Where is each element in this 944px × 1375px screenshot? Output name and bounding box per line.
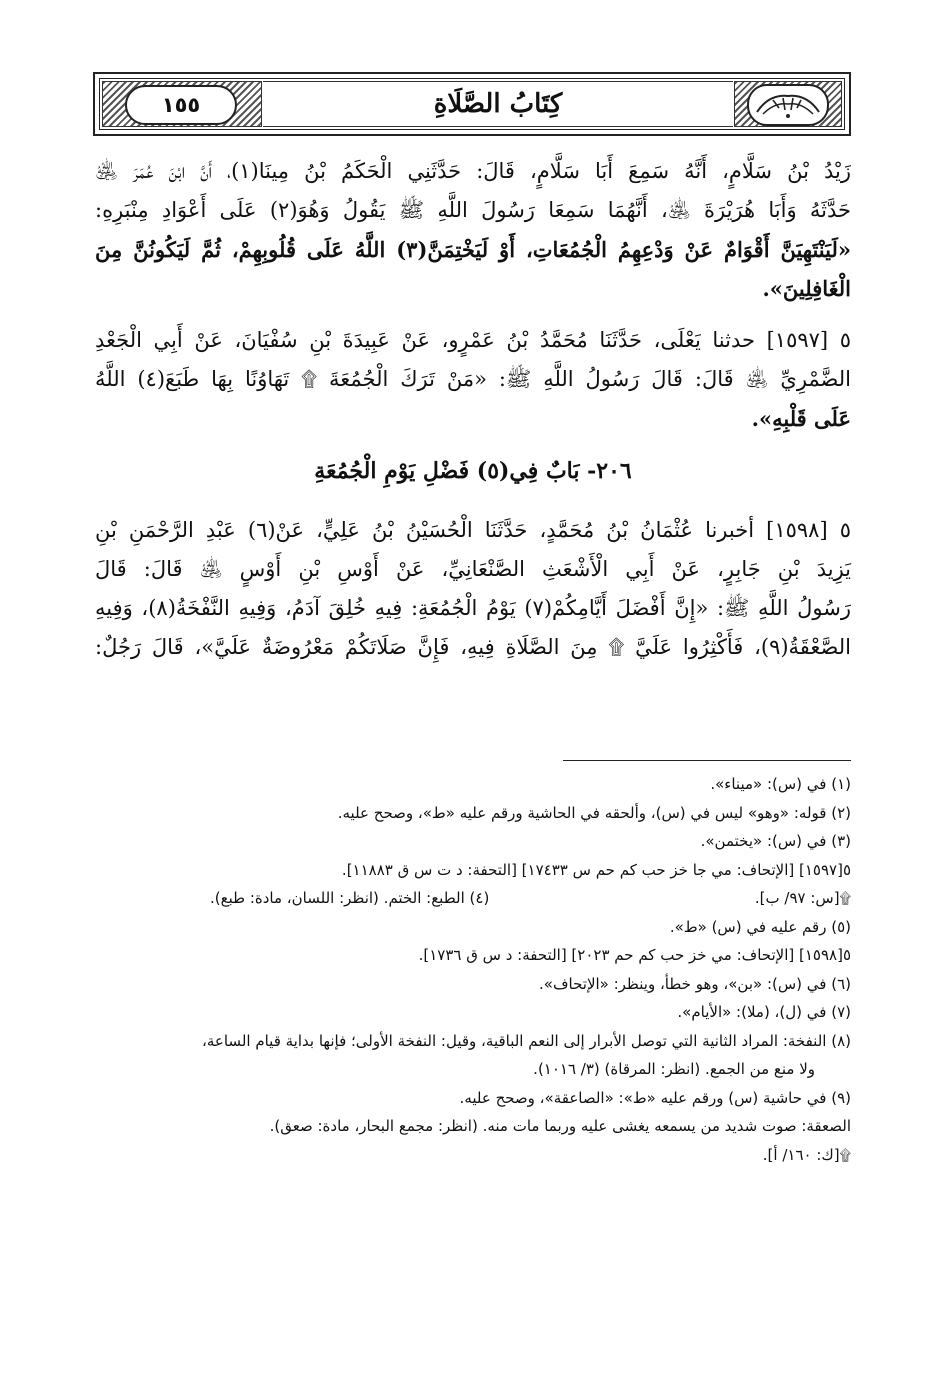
manuscript-marker: ۩[س: ٩٧/ ب].	[754, 889, 851, 907]
book-title: كِتَابُ الصَّلَاةِ	[433, 89, 563, 119]
text-line: ٥ [١٥٩٨] أخبرنا عُثْمَانُ بْنُ مُحَمَّدٍ، حَدَّثَنَا الْحُسَيْنُ بْنُ عَلِيٍّ، عَنْ(٦) عَبْدِ الرَّحْمَنِ بْنِ	[95, 518, 852, 542]
footnote-continuation: ولا منع من الجمع. (انظر: المرقاة) (٣/ ١٠١٦).	[533, 1060, 815, 1078]
footnote: (٩) في حاشية (س) ورقم عليه «ط»: «الصاعقة»، وصحح عليه.	[459, 1088, 851, 1107]
hadith-1598	[95, 511, 851, 667]
footnote-gloss: الصعقة: صوت شديد من يسمعه يغشى عليه وربما مات منه. (انظر: مجمع البحار، مادة: صعق).	[269, 1117, 851, 1135]
page-number: ١٥٥	[125, 85, 237, 125]
footnote: (٢) قوله: «وهو» ليس في (س)، وألحقه في الحاشية ورقم عليه «ط»، وصحح عليه.	[337, 803, 851, 822]
chapter-heading: ٢٠٦- بَابٌ فِي(٥) فَضْلِ يَوْمِ الْجُمُعَةِ	[314, 458, 632, 484]
text-line: الْغَافِلِينَ».	[762, 276, 851, 301]
footnote-separator	[563, 760, 851, 761]
takhrij-note: ٥[١٥٩٨] [الإتحاف: مي خز حب كم حم ٢٠٢٣] [التحفة: د س ق ١٧٣٦].	[418, 946, 851, 964]
text-line: «لَيَنْتَهِيَنَّ أَقْوَامٌ عَنْ وَدْعِهِمُ الْجُمُعَاتِ، أَوْ لَيَخْتِمَنَّ(٣) اللَّهُ عَلَى قُلُوبِهِمْ، ثُمَّ لَيَكُونُنَّ مِنَ	[95, 237, 851, 262]
footnote: (٧) في (ل)، (ملا): «الأيام».	[677, 1003, 851, 1021]
page-header	[93, 72, 851, 136]
takhrij-note: ٥[١٥٩٧] [الإتحاف: مي جا خز حب كم حم س ١٧٤٣٣] [التحفة: د ت س ق ١١٨٨٣].	[341, 860, 851, 879]
manuscript-marker: ۩[ك: ١٦٠/ أ].	[762, 1145, 851, 1164]
page-number-panel	[102, 81, 262, 127]
main-text	[95, 152, 851, 680]
text-line: عَلَى قَلْبِهِ».	[751, 406, 851, 431]
text-line: يَزِيدَ بْنِ جَابِرٍ، عَنْ أَبِي الْأَشْعَثِ الصَّنْعَانِيِّ، عَنْ أَوْسِ بْنِ أَوْسٍ ﵁ قَالَ: قَالَ	[95, 557, 851, 581]
footnote: (١) في (س): «ميناء».	[710, 775, 851, 793]
footnote: (٣) في (س): «يختمن».	[700, 832, 851, 850]
text-line: زَيْدُ بْنُ سَلَّامٍ، أَنَّهُ سَمِعَ أَبَا سَلَّامٍ، قَالَ: حَدَّثَنِي الْحَكَمُ بْنُ مِينَا(١)، أَنَّ ابْنَ عُمَرَ ﵁	[95, 159, 851, 183]
hadith-1596-tail	[95, 152, 851, 308]
text-line: حَدَّثَهُ وَأَبَا هُرَيْرَةَ ﵁، أَنَّهُمَا سَمِعَا رَسُولَ اللَّهِ ﷺ يَقُولُ وَهُوَ(٢) عَلَى أَعْوَادِ مِنْبَرِهِ:	[95, 198, 851, 222]
book-title-band	[263, 81, 733, 127]
hadith-1597	[95, 321, 851, 438]
text-line: الصَّعْقَةُ(٩)، فَأَكْثِرُوا عَلَيَّ ۩ مِنَ الصَّلَاةِ فِيهِ، فَإِنَّ صَلَاتَكُمْ مَعْرُوضَةٌ عَلَيَّ»، قَالَ رَجُلٌ:	[95, 635, 851, 659]
footnote: (٥) رقم عليه في (س) «ط».	[669, 917, 851, 936]
text-line: ٥ [١٥٩٧] حدثنا يَعْلَى، حَدَّثَنَا مُحَمَّدُ بْنُ عَمْرٍو، عَنْ عَبِيدَةَ بْنِ سُفْيَانَ، عَنْ أَبِي الْجَعْدِ	[95, 328, 852, 352]
book-seal-logo	[747, 84, 829, 126]
footnote-row	[100, 884, 851, 913]
footnote: (٨) النفخة: المراد الثانية التي توصل الأبرار إلى النعم الباقية، وقيل: النفخة الأولى؛ فإنها بداية قيام الساعة،	[202, 1031, 851, 1050]
footnote: (٤) الطبع: الختم. (انظر: اللسان، مادة: طبع).	[210, 889, 490, 907]
footnote: (٦) في (س): «بن»، وهو خطأ، وينظر: «الإتحاف».	[539, 974, 851, 993]
text-line: الضَّمْرِيِّ ﵁ قَالَ: قَالَ رَسُولُ اللَّهِ ﷺ: «مَنْ تَرَكَ الْجُمُعَةَ ۩ تَهَاوُنًا بِهَا طَبَعَ(٤) اللَّهُ	[95, 367, 852, 391]
seal-panel	[734, 81, 842, 127]
text-line: رَسُولُ اللَّهِ ﷺ: «إِنَّ أَفْضَلَ أَيَّامِكُمْ(٧) يَوْمُ الْجُمُعَةِ: فِيهِ خُلِقَ آدَمُ، وَفِيهِ النَّفْخَةُ(٨)، وَفِيهِ	[95, 596, 851, 620]
footnotes	[100, 770, 851, 1169]
